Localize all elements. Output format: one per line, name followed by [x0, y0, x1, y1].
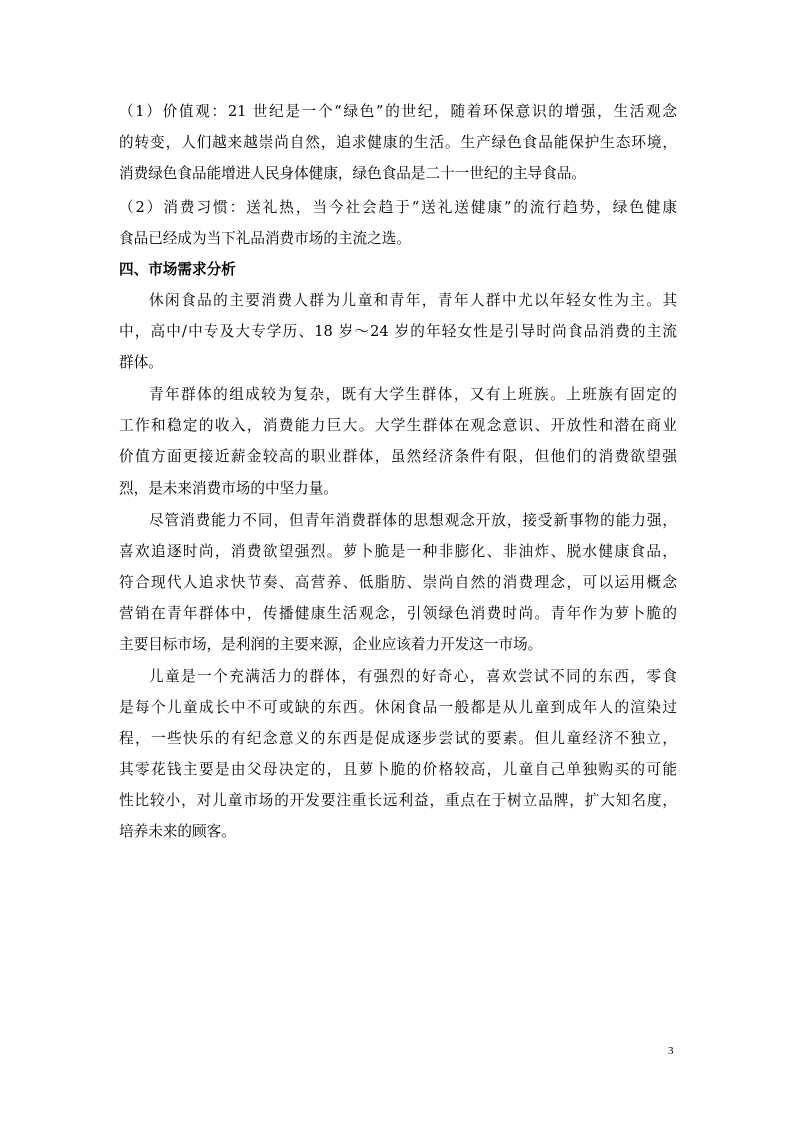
- text-line: 中，高中/中专及大专学历、18 岁～24 岁的年轻女性是引导时尚食品消费的主流: [119, 323, 677, 340]
- text-line: 符合现代人追求快节奏、高营养、低脂肪、崇尚自然的消费理念，可以运用概念: [119, 574, 677, 591]
- text-line: 消费绿色食品能增进人民身体健康，绿色食品是二十一世纪的主导食品。: [119, 165, 587, 182]
- text-line: 食品已经成为当下礼品消费市场的主流之选。: [119, 230, 411, 247]
- text-line: 培养未来的顾客。: [119, 823, 236, 840]
- text-line: 休闲食品的主要消费人群为儿童和青年，青年人群中尤以年轻女性为主。其: [149, 292, 677, 309]
- text-line: 喜欢追逐时尚，消费欲望强烈。萝卜脆是一种非膨化、非油炸、脱水健康食品，: [119, 543, 677, 560]
- text-line: （2）消费习惯：送礼热，当今社会趋于“送礼送健康”的流行趋势，绿色健康: [119, 199, 677, 216]
- text-line: 的转变，人们越来越崇尚自然，追求健康的生活。生产绿色食品能保护生态环境，: [119, 134, 677, 151]
- text-line: 烈，是未来消费市场的中坚力量。: [119, 480, 338, 497]
- text-line: 营销在青年群体中，传播健康生活观念，引领绿色消费时尚。青年作为萝卜脆的: [119, 605, 677, 622]
- text-line: 其零花钱主要是由父母决定的，且萝卜脆的价格较高，儿童自己单独购买的可能: [119, 761, 677, 778]
- text-line: （1）价值观：21 世纪是一个“绿色”的世纪，随着环保意识的增强，生活观念: [119, 103, 677, 120]
- text-line: 工作和稳定的收入，消费能力巨大。大学生群体在观念意识、开放性和潜在商业: [119, 417, 677, 434]
- text-line: 是每个儿童成长中不可或缺的东西。休闲食品一般都是从儿童到成年人的渲染过: [119, 699, 677, 716]
- text-line: 尽管消费能力不同，但青年消费群体的思想观念开放，接受新事物的能力强，: [149, 512, 677, 529]
- page-number: 3: [668, 1045, 674, 1057]
- text-line: 性比较小，对儿童市场的开发要注重长远利益，重点在于树立品牌，扩大知名度，: [119, 792, 677, 809]
- text-line: 青年群体的组成较为复杂，既有大学生群体，又有上班族。上班族有固定的: [149, 386, 677, 403]
- text-line: 价值方面更接近薪金较高的职业群体，虽然经济条件有限，但他们的消费欲望强: [119, 448, 677, 465]
- section-heading: 四、市场需求分析: [119, 261, 236, 278]
- text-line: 群体。: [119, 354, 163, 371]
- text-line: 程，一些快乐的有纪念意义的东西是促成逐步尝试的要素。但儿童经济不独立，: [119, 730, 677, 747]
- text-line: 主要目标市场，是利润的主要来源，企业应该着力开发这一市场。: [119, 636, 543, 653]
- text-line: 儿童是一个充满活力的群体，有强烈的好奇心，喜欢尝试不同的东西，零食: [149, 668, 677, 685]
